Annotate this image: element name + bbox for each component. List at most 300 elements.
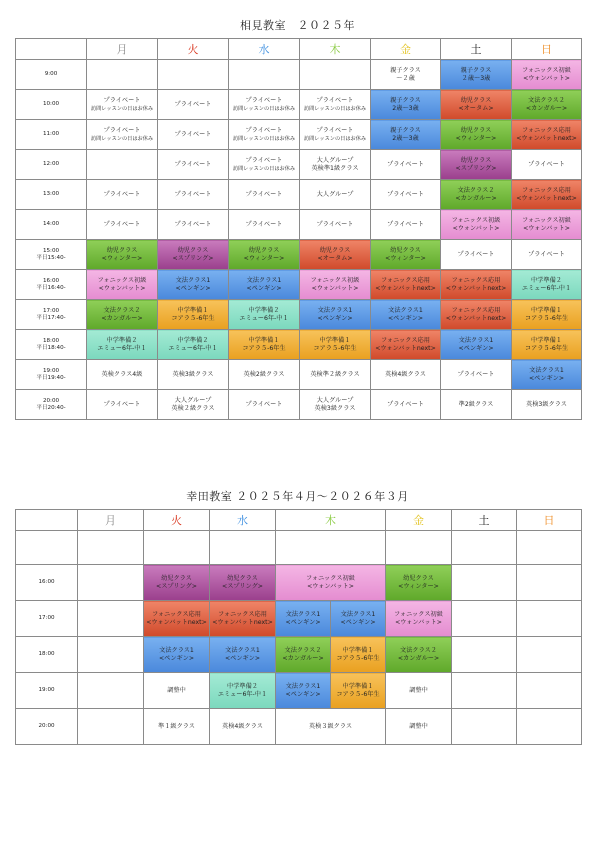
time-label: 9:00	[44, 71, 58, 77]
class-cell	[441, 390, 512, 420]
day-header: 火	[158, 39, 229, 60]
schedule-row	[16, 120, 582, 150]
time-cell	[16, 673, 78, 709]
class-cell	[512, 300, 582, 330]
class-name: 文法クラス２	[457, 186, 495, 194]
class-cell	[144, 709, 210, 745]
class-cell	[331, 673, 386, 709]
time-label: 20:00	[38, 723, 55, 729]
class-cell	[87, 360, 158, 390]
class-name: 調整中	[167, 686, 186, 694]
class-name: 準１級クラス	[158, 722, 195, 730]
class-cell	[229, 300, 300, 330]
time-label: 19:00	[42, 367, 60, 374]
class-name: プライベート	[245, 220, 283, 228]
time-cell	[16, 300, 87, 330]
class-name: 中学準備１	[319, 336, 351, 344]
class-detail: 訪問レッスンの日はお休み	[303, 105, 367, 112]
class-cell	[276, 565, 386, 601]
class-detail: <スプリング>	[172, 254, 214, 262]
class-name: フォニックス応用	[451, 306, 501, 314]
class-detail: コアラ５-6年生	[313, 344, 357, 352]
time-cell	[16, 120, 87, 150]
class-cell	[441, 300, 512, 330]
class-name: プライベート	[387, 190, 424, 198]
class-name: 親子クラス	[390, 66, 421, 74]
class-name: 中学準備２	[227, 682, 258, 690]
class-cell	[158, 360, 229, 390]
class-cell	[158, 120, 229, 150]
class-name: フォニックス応用	[381, 276, 430, 284]
class-cell	[229, 150, 300, 180]
time-cell	[16, 270, 87, 300]
weekday-time-label: 平日17:40-	[36, 314, 66, 321]
class-name: プライベート	[103, 96, 141, 104]
class-name: 幼児クラス	[390, 246, 421, 254]
class-cell	[441, 240, 512, 270]
time-cell	[16, 360, 87, 390]
schedule-row	[16, 637, 582, 673]
class-detail: <スプリング>	[222, 582, 263, 590]
class-name: 中学準備１	[248, 336, 280, 344]
class-cell	[300, 240, 371, 270]
class-cell	[229, 330, 300, 360]
class-cell	[371, 270, 441, 300]
schedule-row	[16, 709, 582, 745]
class-name: フォニックス初級	[306, 574, 355, 582]
class-name: 大人グループ	[316, 396, 354, 404]
time-cell	[16, 60, 87, 90]
class-name: 英検クラス4級	[101, 370, 143, 378]
class-cell	[371, 300, 441, 330]
class-detail: 英検準1級クラス	[311, 164, 359, 172]
class-detail: <ウィンター>	[455, 134, 497, 142]
schedule-row	[16, 673, 582, 709]
schedule-row	[16, 390, 582, 420]
class-name: フォニックス応用	[218, 610, 267, 618]
day-header: 木	[300, 39, 371, 60]
time-cell	[16, 180, 87, 210]
class-name: 文法クラス２	[284, 646, 322, 654]
class-cell	[78, 709, 144, 745]
class-cell	[87, 150, 158, 180]
class-detail: <ウォンバットnext>	[516, 134, 577, 142]
class-detail: <ウォンバット>	[307, 582, 354, 590]
class-name: 準2級クラス	[458, 400, 494, 408]
class-cell	[300, 90, 371, 120]
class-name: フォニックス応用	[451, 276, 501, 284]
class-name: 英検4級クラス	[222, 722, 263, 730]
class-name: 英検2級クラス	[243, 370, 285, 378]
class-cell	[452, 601, 517, 637]
class-cell	[371, 210, 441, 240]
class-name: 幼児クラス	[177, 246, 209, 254]
class-cell	[158, 270, 229, 300]
class-cell	[210, 637, 276, 673]
schedule-row	[16, 360, 582, 390]
class-cell	[512, 60, 582, 90]
class-name: 文法クラス1	[175, 276, 211, 284]
class-name: フォニックス初級	[394, 610, 443, 618]
day-header: 日	[517, 510, 582, 531]
class-cell	[300, 120, 371, 150]
time-label: 16:00	[42, 277, 60, 284]
class-cell	[87, 180, 158, 210]
weekday-time-label: 平日20:40-	[36, 404, 66, 411]
class-detail: 英検２級クラス	[171, 404, 215, 412]
class-cell	[441, 270, 512, 300]
class-name: フォニックス初級	[97, 276, 147, 284]
class-detail: <オータム>	[458, 104, 494, 112]
class-name: 親子クラス	[390, 96, 421, 104]
class-cell	[300, 180, 371, 210]
class-name: プライベート	[245, 156, 283, 164]
day-header: 月	[87, 39, 158, 60]
class-detail: エミュー6年-中１	[217, 690, 268, 698]
class-detail: <カンガルー>	[397, 654, 440, 662]
schedule-row	[16, 60, 582, 90]
class-cell	[229, 240, 300, 270]
day-header: 火	[144, 510, 210, 531]
class-cell	[331, 637, 386, 673]
koda-title: 幸田教室 ２０２５年４月～２０２６年３月	[186, 490, 409, 503]
weekday-time-label: 平日19:40-	[36, 374, 66, 381]
class-detail: 英検3級クラス	[314, 404, 356, 412]
class-cell	[229, 60, 300, 90]
time-label: 14:00	[42, 221, 60, 227]
class-name: 文法クラス1	[388, 306, 423, 314]
class-cell	[512, 180, 582, 210]
class-cell	[371, 360, 441, 390]
class-name: フォニックス応用	[522, 126, 571, 134]
class-cell	[276, 601, 331, 637]
class-cell	[229, 360, 300, 390]
class-name: 英検3級クラス	[526, 400, 567, 408]
class-detail: <オータム>	[317, 254, 353, 262]
class-name: 中学準備１	[177, 306, 209, 314]
day-header: 月	[78, 510, 144, 531]
class-cell	[229, 120, 300, 150]
class-cell	[87, 90, 158, 120]
time-cell	[16, 150, 87, 180]
time-label: 18:00	[38, 651, 55, 657]
class-detail: <ウォンバットnext>	[516, 194, 577, 202]
class-cell	[441, 330, 512, 360]
class-name: 文法クラス1	[317, 306, 353, 314]
class-cell	[300, 330, 371, 360]
class-name: 大人グループ	[316, 190, 354, 198]
class-detail: <カンガルー>	[455, 194, 497, 202]
class-name: プライベート	[245, 190, 283, 198]
class-cell	[386, 565, 452, 601]
class-cell	[158, 330, 229, 360]
class-cell	[276, 637, 331, 673]
class-name: プライベート	[387, 160, 424, 168]
class-cell	[158, 150, 229, 180]
class-name: 文法クラス２	[528, 96, 565, 104]
class-cell	[78, 673, 144, 709]
class-name: 英検4級クラス	[385, 370, 426, 378]
class-cell	[87, 120, 158, 150]
class-detail: <カンガルー>	[525, 104, 568, 112]
time-label: 10:00	[42, 101, 60, 107]
class-name: 中学準備２	[531, 276, 562, 284]
class-detail: 訪問レッスンの日はお休み	[303, 135, 367, 142]
class-name: 文法クラス1	[529, 366, 564, 374]
schedule-row	[16, 270, 582, 300]
class-cell	[300, 360, 371, 390]
class-name: 幼児クラス	[319, 246, 351, 254]
class-name: プライベート	[245, 126, 283, 134]
class-cell	[512, 270, 582, 300]
class-detail: コアラ５-6年生	[336, 690, 380, 698]
class-cell	[371, 150, 441, 180]
class-detail: <ペンギン>	[528, 374, 565, 382]
class-cell	[229, 90, 300, 120]
class-cell	[144, 531, 210, 565]
class-cell	[371, 330, 441, 360]
class-detail: コアラ５-6年生	[242, 344, 286, 352]
class-cell	[210, 709, 276, 745]
class-name: 文法クラス1	[285, 682, 321, 690]
class-name: 文法クラス２	[400, 646, 437, 654]
class-detail: ２歳～3歳	[461, 74, 491, 82]
class-detail: <スプリング>	[455, 164, 497, 172]
time-cell	[16, 565, 78, 601]
class-detail: <ウィンター>	[101, 254, 143, 262]
class-name: プライベート	[103, 400, 141, 408]
schedule-row	[16, 210, 582, 240]
class-detail: <ペンギン>	[175, 284, 211, 292]
class-detail: エミュー6年-中１	[168, 344, 218, 352]
class-detail: <ウォンバットnext>	[445, 284, 507, 292]
day-header: 土	[441, 39, 512, 60]
class-cell	[441, 150, 512, 180]
class-cell	[229, 390, 300, 420]
class-cell	[144, 565, 210, 601]
class-name: プライベート	[103, 190, 141, 198]
class-cell	[144, 601, 210, 637]
class-cell	[276, 673, 331, 709]
class-name: 文法クラス1	[225, 646, 260, 654]
time-label: 17:00	[42, 307, 60, 314]
class-cell	[210, 531, 276, 565]
time-cell	[16, 210, 87, 240]
class-cell	[229, 270, 300, 300]
class-cell	[331, 601, 386, 637]
koda-header-row	[16, 510, 582, 531]
class-cell	[87, 270, 158, 300]
class-name: 英検3級クラス	[172, 370, 214, 378]
day-header: 金	[371, 39, 441, 60]
time-cell	[16, 330, 87, 360]
class-name: プライベート	[457, 250, 495, 258]
class-name: 文法クラス1	[246, 276, 282, 284]
class-name: 中学準備２	[106, 336, 138, 344]
class-cell	[158, 180, 229, 210]
class-cell	[512, 90, 582, 120]
class-detail: <カンガルー>	[101, 314, 143, 322]
class-detail: 2歳～3歳	[392, 134, 419, 142]
class-cell	[371, 120, 441, 150]
class-name: 調整中	[409, 686, 428, 694]
class-cell	[210, 601, 276, 637]
class-detail: エミュー6年-中１	[521, 284, 572, 292]
class-cell	[144, 637, 210, 673]
aimi-schedule-table	[15, 38, 582, 420]
class-detail: <ペンギン>	[340, 618, 376, 626]
schedule-row	[16, 150, 582, 180]
class-cell	[386, 601, 452, 637]
class-cell	[517, 531, 582, 565]
class-cell	[512, 390, 582, 420]
class-detail: コアラ５-6年生	[524, 314, 569, 322]
class-cell	[87, 330, 158, 360]
class-name: 幼児クラス	[460, 96, 492, 104]
class-cell	[441, 210, 512, 240]
class-detail: <ウォンバット>	[523, 224, 570, 232]
class-detail: 訪問レッスンの日はお休み	[232, 105, 296, 112]
time-cell	[16, 601, 78, 637]
class-cell	[517, 673, 582, 709]
class-name: 中学準備２	[177, 336, 209, 344]
class-cell	[512, 240, 582, 270]
class-cell	[300, 210, 371, 240]
class-detail: <ウォンバット>	[98, 284, 146, 292]
class-cell	[229, 180, 300, 210]
time-label: 16:00	[38, 579, 55, 585]
class-name: フォニックス初級	[451, 216, 501, 224]
class-cell	[512, 210, 582, 240]
class-cell	[276, 531, 386, 565]
class-cell	[386, 637, 452, 673]
class-cell	[78, 565, 144, 601]
class-detail: <ペンギン>	[285, 618, 321, 626]
class-cell	[158, 300, 229, 330]
class-detail: <ペンギン>	[458, 344, 494, 352]
time-cell	[16, 531, 78, 565]
class-cell	[87, 240, 158, 270]
time-label: 20:00	[42, 397, 60, 404]
class-detail: <ウィンター>	[243, 254, 285, 262]
class-name: 親子クラス	[390, 126, 421, 134]
class-name: 幼児クラス	[403, 574, 434, 582]
class-detail: <ウォンバット>	[523, 74, 570, 82]
class-name: プライベート	[245, 400, 283, 408]
class-name: フォニックス初級	[310, 276, 360, 284]
time-label: 19:00	[38, 687, 55, 693]
day-header: 水	[229, 39, 300, 60]
class-name: 文法クラス1	[159, 646, 194, 654]
class-name: 文法クラス２	[103, 306, 141, 314]
class-name: フォニックス初級	[522, 216, 571, 224]
class-cell	[78, 601, 144, 637]
class-cell	[158, 90, 229, 120]
class-name: 文法クラス1	[340, 610, 376, 618]
class-name: 中学準備２	[248, 306, 280, 314]
time-cell	[16, 637, 78, 673]
class-detail: <ウォンバット>	[395, 618, 442, 626]
class-cell	[517, 709, 582, 745]
class-detail: コアラ５-6年生	[336, 654, 380, 662]
class-name: 中学準備１	[531, 306, 562, 314]
class-cell	[371, 180, 441, 210]
class-name: 英検３級クラス	[308, 722, 353, 730]
class-cell	[144, 673, 210, 709]
class-cell	[210, 673, 276, 709]
class-cell	[276, 709, 386, 745]
class-cell	[158, 240, 229, 270]
class-name: フォニックス応用	[152, 610, 201, 618]
class-cell	[78, 531, 144, 565]
class-name: 文法クラス1	[285, 610, 321, 618]
class-cell	[512, 150, 582, 180]
class-cell	[517, 637, 582, 673]
class-cell	[386, 673, 452, 709]
class-cell	[452, 565, 517, 601]
class-name: フォニックス応用	[381, 336, 430, 344]
class-detail: <カンガルー>	[282, 654, 324, 662]
aimi-title: 相見教室 ２０２５年	[240, 19, 355, 32]
class-cell	[371, 390, 441, 420]
class-detail: <ウィンター>	[398, 582, 439, 590]
class-name: プライベート	[174, 130, 212, 138]
class-detail: エミュー6年-中１	[239, 314, 289, 322]
class-cell	[517, 601, 582, 637]
class-name: プライベート	[387, 400, 424, 408]
class-name: プライベート	[174, 160, 212, 168]
schedule-row	[16, 300, 582, 330]
class-cell	[371, 240, 441, 270]
class-detail: <ウォンバットnext>	[212, 618, 273, 626]
day-header: 木	[276, 510, 386, 531]
class-detail: <ペンギン>	[246, 284, 282, 292]
class-name: 文法クラス1	[458, 336, 494, 344]
class-detail: 訪問レッスンの日はお休み	[232, 165, 296, 172]
class-name: 幼児クラス	[248, 246, 280, 254]
class-name: プライベート	[245, 96, 283, 104]
class-name: プライベート	[387, 220, 424, 228]
time-label: 18:00	[42, 337, 60, 344]
class-cell	[512, 360, 582, 390]
class-name: プライベート	[174, 220, 212, 228]
time-cell	[16, 709, 78, 745]
class-name: 英検準２級クラス	[310, 370, 360, 378]
class-cell	[452, 709, 517, 745]
class-detail: <ウォンバットnext>	[445, 314, 507, 322]
class-detail: <ウォンバットnext>	[375, 344, 436, 352]
class-detail: <ウォンバット>	[452, 224, 500, 232]
class-cell	[87, 60, 158, 90]
class-detail: 訪問レッスンの日はお休み	[232, 135, 296, 142]
class-cell	[87, 390, 158, 420]
class-name: 大人グループ	[316, 156, 354, 164]
class-detail: <スプリング>	[156, 582, 197, 590]
class-detail: <ペンギン>	[224, 654, 261, 662]
class-cell	[452, 637, 517, 673]
class-cell	[158, 60, 229, 90]
class-detail: <ペンギン>	[158, 654, 195, 662]
class-name: 中学準備１	[342, 646, 374, 654]
class-name: フォニックス初級	[522, 66, 571, 74]
class-name: 調整中	[409, 722, 428, 730]
day-header: 金	[386, 510, 452, 531]
class-detail: <ウォンバットnext>	[146, 618, 207, 626]
class-detail: <ウォンバットnext>	[375, 284, 436, 292]
class-detail: <ウォンバット>	[311, 284, 359, 292]
class-cell	[87, 210, 158, 240]
class-cell	[386, 531, 452, 565]
